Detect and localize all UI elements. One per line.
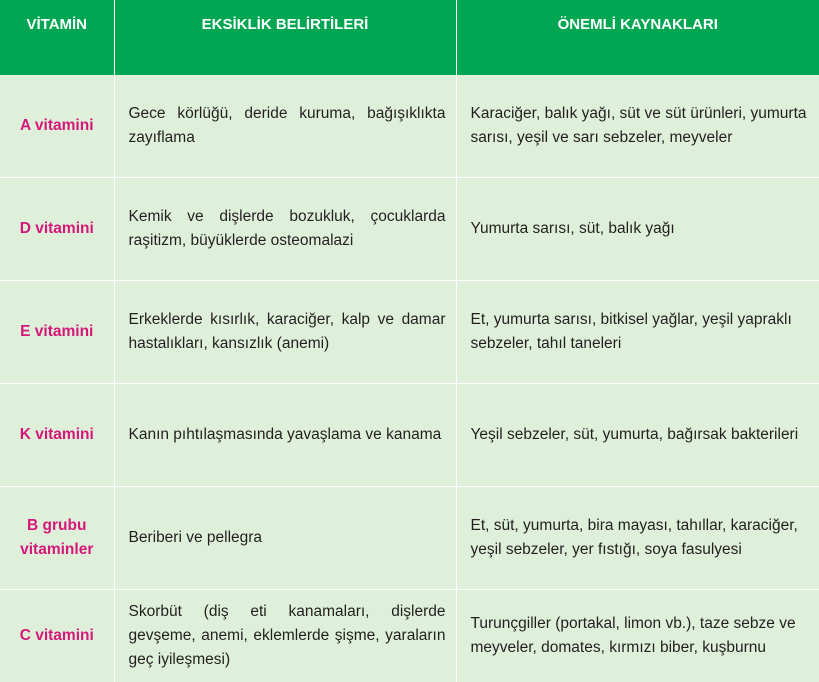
deficiency-symptoms: Erkeklerde kısırlık, karaciğer, kalp ve damar hastalıkları, kansızlık (anemi)	[114, 281, 456, 384]
food-sources: Yumurta sarısı, süt, balık yağı	[456, 178, 819, 281]
table-row	[0, 281, 819, 384]
vitamin-name: E vitamini	[0, 281, 114, 384]
deficiency-symptoms: Beriberi ve pellegra	[114, 487, 456, 590]
table-row	[0, 178, 819, 281]
vitamin-name: C vitamini	[0, 590, 114, 682]
vitamin-name: D vitamini	[0, 178, 114, 281]
vitamin-name: B grubu vitaminler	[0, 487, 114, 590]
deficiency-symptoms: Gece körlüğü, deride kuruma, bağışıklıkta zayıflama	[114, 75, 456, 178]
table-row	[0, 75, 819, 178]
deficiency-symptoms: Kanın pıhtılaşmasında yavaşlama ve kanama	[114, 384, 456, 487]
food-sources: Et, süt, yumurta, bira mayası, tahıllar, karaciğer, yeşil sebzeler, yer fıstığı, soya fasulyesi	[456, 487, 819, 590]
food-sources: Et, yumurta sarısı, bitkisel yağlar, yeşil yapraklı sebzeler, tahıl taneleri	[456, 281, 819, 384]
header-sources: ÖNEMLİ KAYNAKLARI	[456, 0, 819, 75]
header-row	[0, 0, 819, 75]
table-row	[0, 487, 819, 590]
vitamin-name: A vitamini	[0, 75, 114, 178]
food-sources: Yeşil sebzeler, süt, yumurta, bağırsak bakterileri	[456, 384, 819, 487]
deficiency-symptoms: Skorbüt (diş eti kanamaları, dişlerde gevşeme, anemi, eklemlerde şişme, yaraların geç iyileşmesi)	[114, 590, 456, 682]
header-vitamin: VİTAMİN	[0, 0, 114, 75]
deficiency-symptoms: Kemik ve dişlerde bozukluk, çocuklarda raşitizm, büyüklerde osteomalazi	[114, 178, 456, 281]
table-row	[0, 590, 819, 682]
vitamin-name: K vitamini	[0, 384, 114, 487]
food-sources: Karaciğer, balık yağı, süt ve süt ürünleri, yumurta sarısı, yeşil ve sarı sebzeler, meyveler	[456, 75, 819, 178]
header-symptoms: EKSİKLİK BELİRTİLERİ	[114, 0, 456, 75]
food-sources: Turunçgiller (portakal, limon vb.), taze sebze ve meyveler, domates, kırmızı biber, kuşburnu	[456, 590, 819, 682]
table-row	[0, 384, 819, 487]
